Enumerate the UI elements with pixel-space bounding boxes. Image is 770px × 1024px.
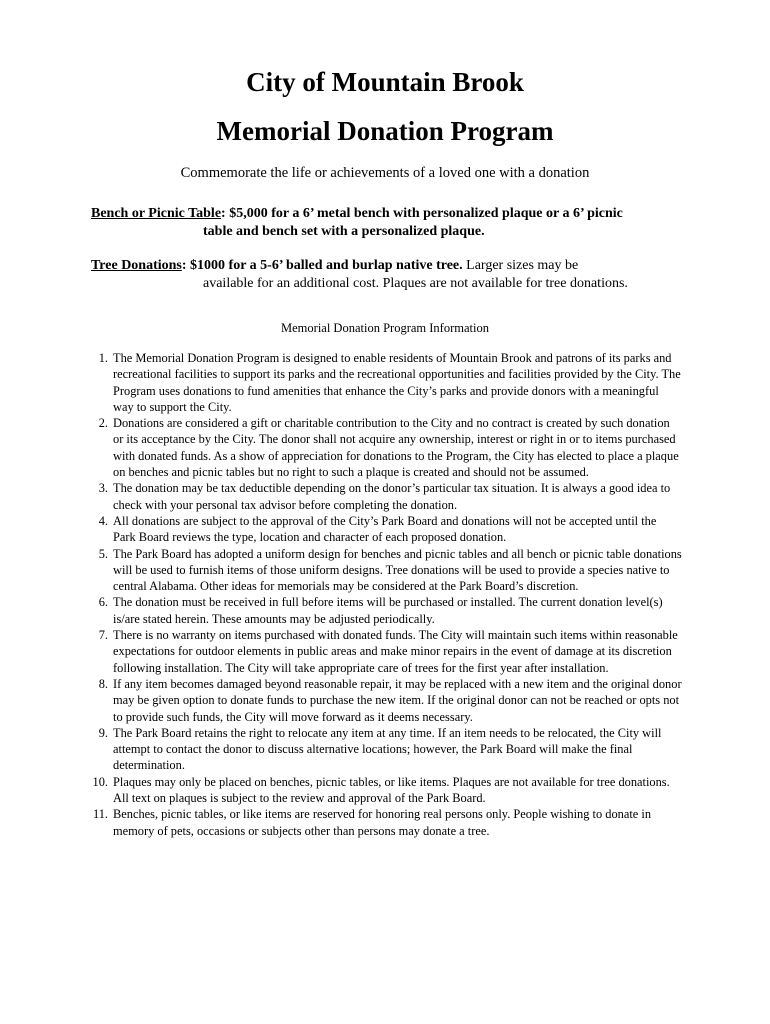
bench-offer-price: : $5,000 for a 6’ metal bench with personalized plaque or a 6’ picnic [221, 206, 623, 221]
term-text: If any item becomes damaged beyond reasonable repair, it may be replaced with a new item and the original donor may be given option to donate funds to purchase the new item. If the original donor can not be reached or opts not to provide such funds, the City will move forward as it deems necessary. [113, 676, 682, 724]
tree-offer-price: : $1000 for a 5-6’ balled and burlap native tree. [181, 258, 463, 273]
term-text: There is no warranty on items purchased with donated funds. The City will maintain such items within reasonable expectations for outdoor elements in public areas and make minor repairs in the event of damage at its discretion following installation. The City will take appropriate care of trees for the first year after installation. [113, 628, 678, 675]
bench-offer-line1 [91, 205, 691, 223]
term-text: Plaques may only be placed on benches, picnic tables, or like items. Plaques are not available for tree donations. All text on plaques is subject to the review and approval of the Park Board. [113, 774, 670, 806]
term-number: 5. [98, 546, 108, 561]
term-text: All donations are subject to the approval of the City’s Park Board and donations will not be accepted until the Park Board reviews the type, location and character of each proposed donation. [113, 513, 657, 545]
term-text: Donations are considered a gift or charitable contribution to the City and no contract is created by such donation or its acceptance by the City. The donor shall not acquire any ownership, interest or right in or to items purchased with donated funds. As a show of appreciation for donations to the Program, the City has elected to place a plaque on benches and picnic tables but no right to such a plaque is created and should not be assumed. [113, 416, 679, 480]
bench-offer-label: Bench or Picnic Table [91, 206, 222, 221]
term-item [86, 415, 682, 480]
tree-offer [91, 257, 691, 293]
tree-offer-line2: available for an additional cost. Plaques are not available for tree donations. [203, 276, 628, 291]
program-subtitle: Commemorate the life or achievements of a loved one with a donation [180, 165, 590, 181]
term-text: The donation must be received in full before items will be purchased or installed. The current donation level(s) is/are stated herein. These amounts may be adjusted periodically. [113, 595, 663, 626]
term-item [86, 806, 682, 839]
tree-offer-line1 [91, 257, 691, 275]
tree-offer-note: Larger sizes may be [462, 258, 579, 273]
term-item [86, 513, 682, 546]
bench-offer-line2: table and bench set with a personalized plaque. [203, 224, 485, 239]
term-number: 2. [98, 416, 108, 431]
term-item [86, 480, 682, 513]
tree-offer-label: Tree Donations [91, 258, 182, 273]
term-item [86, 594, 682, 627]
term-item [86, 350, 682, 415]
program-title: Memorial Donation Program [216, 116, 554, 146]
term-item [86, 725, 682, 774]
term-number: 4. [98, 513, 108, 528]
term-number: 7. [98, 628, 108, 643]
bench-offer [91, 205, 691, 241]
term-text: The donation may be tax deductible depending on the donor’s particular tax situation. It is always a good idea to check with your personal tax advisor before completing the donation. [113, 481, 671, 512]
term-number: 1. [98, 351, 108, 365]
term-number: 6. [98, 595, 108, 610]
term-text: The Park Board retains the right to relocate any item at any time. If an item needs to be relocated, the City will attempt to contact the donor to discuss alternative locations; however, the Park Board will make the final determination. [113, 725, 662, 773]
term-item [86, 774, 682, 807]
term-number: 11. [92, 807, 108, 822]
terms-list [86, 350, 682, 839]
term-text: The Park Board has adopted a uniform design for benches and picnic tables and all bench or picnic table donations will be used to furnish items of those uniform designs. Tree donations will be used to provide a species native to central Alabama. Other ideas for memorials may be considered at the Park Board’s discretion. [113, 546, 682, 594]
term-item [86, 676, 682, 725]
term-number: 3. [98, 481, 108, 496]
term-number: 8. [98, 676, 108, 691]
term-item [86, 627, 682, 676]
info-heading: Memorial Donation Program Information [281, 321, 489, 335]
document-title: City of Mountain Brook [246, 67, 524, 97]
term-number: 10. [92, 774, 108, 789]
term-text: Benches, picnic tables, or like items are reserved for honoring real persons only. People wishing to donate in memory of pets, occasions or subjects other than persons may donate a tree. [113, 807, 652, 838]
term-item [86, 546, 682, 595]
term-text: The Memorial Donation Program is designed to enable residents of Mountain Brook and patrons of its parks and recreational facilities to support its parks and the recreational opportunities and facilities provided by the City. The Program uses donations to fund amenities that enhance the City’s parks and provide donors with a meaningful way to support the City. [113, 351, 681, 414]
term-number: 9. [98, 725, 108, 740]
